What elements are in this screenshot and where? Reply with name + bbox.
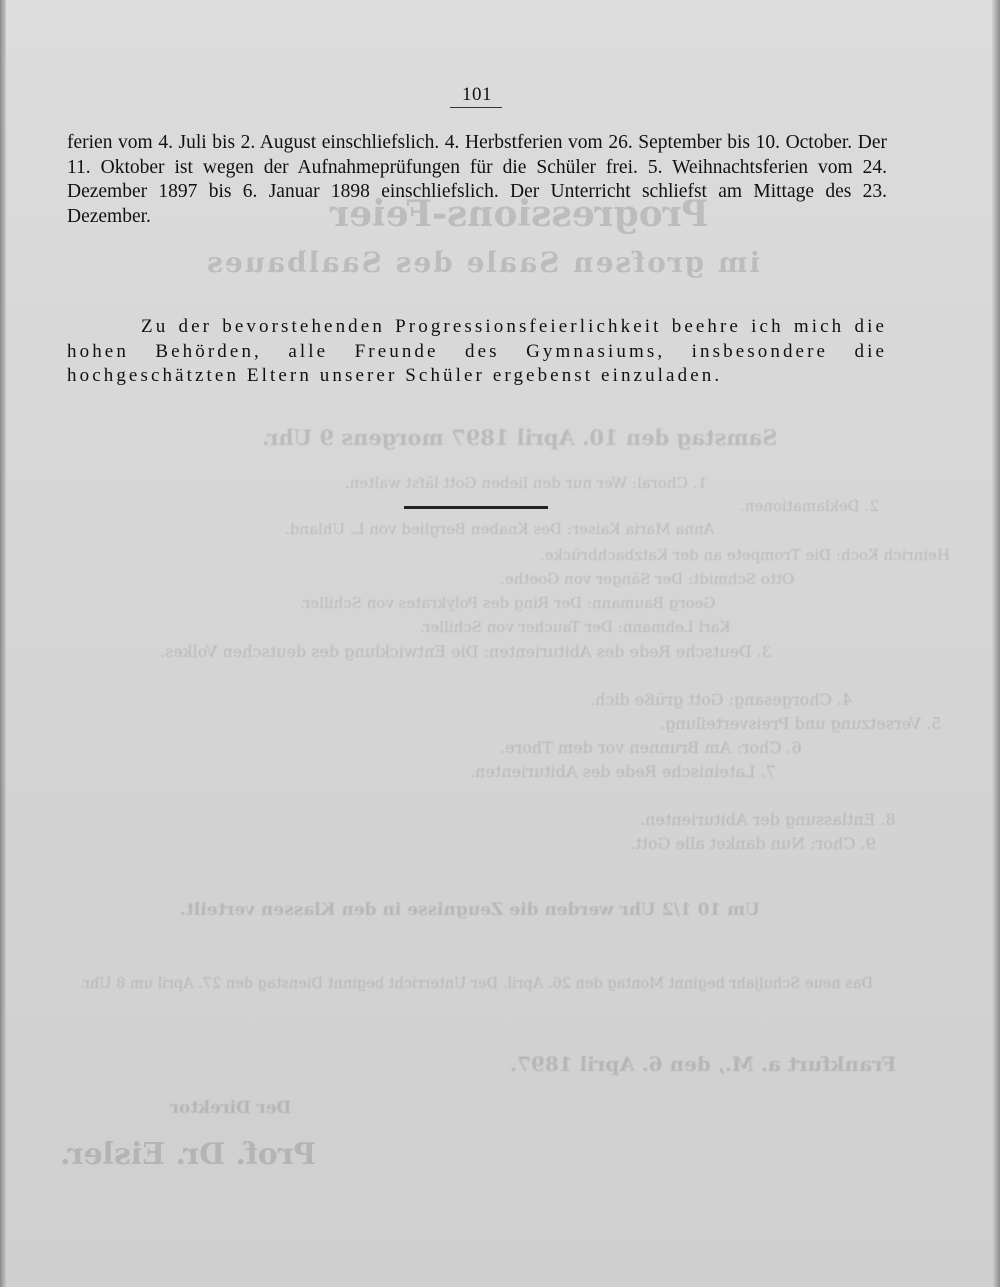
ghost-program-item: 4. Chorgesang: Gott grüße dich. xyxy=(590,690,853,709)
ghost-program-item: 9. Chor: Nun danket alle Gott. xyxy=(630,834,876,853)
ghost-program-item: 8. Entlassung der Abiturienten. xyxy=(640,810,896,829)
ghost-program-item: Karl Lehmann: Der Taucher von Schiller. xyxy=(420,618,731,636)
section-divider xyxy=(404,506,548,509)
ghost-signature-title: Der Direktor xyxy=(170,1098,292,1118)
ghost-program-item: 3. Deutsche Rede des Abiturienten: Die Entwicklung des deutschen Volkes. xyxy=(160,642,773,661)
ghost-heading-2: im grofsen Saale des Saalbaues xyxy=(205,246,761,279)
paragraph-invitation: Zu der bevorstehenden Progressionsfeierlichkeit beehre ich mich die hohen Behörden, alle Freunde des Gymnasiums, insbesondere die hochgeschätzten Eltern unserer Schüler ergebenst einzuladen. xyxy=(67,316,887,386)
ghost-program-item: Heinrich Koch: Die Trompete an der Katzbachbrücke. xyxy=(540,546,951,564)
ghost-program-item: 6. Chor: Am Brunnen vor dem Thore. xyxy=(500,738,802,757)
ghost-program-item: Anna Maria Kaiser: Des Knaben Berglied von L. Uhland. xyxy=(285,520,715,538)
page-number-underline xyxy=(450,107,502,108)
page-edge-left xyxy=(0,0,6,1287)
ghost-note-2: Das neue Schuljahr beginnt Montag den 26. April. Der Unterricht beginnt Dienstag den 27. April um 8 Uhr. xyxy=(80,976,874,992)
ghost-program-item: 7. Lateinische Rede des Abiturienten. xyxy=(470,762,776,781)
ghost-note-1: Um 10 1/2 Uhr werden die Zeugnisse in den Klassen verteilt. xyxy=(180,900,760,920)
ghost-program-item: 2. Deklamationen. xyxy=(740,497,879,515)
ghost-program-item: Otto Schmidt: Der Sänger von Goethe. xyxy=(500,570,795,588)
paragraph-holidays: ferien vom 4. Juli bis 2. August einschliefslich. 4. Herbstferien vom 26. September bis 10. October. Der 11. Oktober ist wegen der Aufnahmeprüfungen für die Schüler frei. 5. Weihnachtsferien vom 24. Dezember 1897 bis 6. Januar 1898 einschliefslich. Der Unterricht schliefst am Mittage des 23. Dezember. xyxy=(67,132,887,227)
page-edge-right xyxy=(992,0,1000,1287)
ghost-date-line: Samstag den 10. April 1897 morgens 9 Uhr. xyxy=(262,425,778,450)
ghost-program-item: 5. Versetzung und Preisverteilung. xyxy=(660,714,942,733)
ghost-heading-1: Progressions-Feier xyxy=(330,193,709,235)
ghost-program-item: Georg Baumann: Der Ring des Polykrates von Schiller. xyxy=(300,594,716,612)
ghost-signature-name: Prof. Dr. Eisler. xyxy=(60,1137,317,1172)
page-number: 101 xyxy=(462,84,492,105)
ghost-place-date: Frankfurt a. M., den 6. April 1897. xyxy=(510,1052,897,1076)
ghost-program-item: 1. Choral: Wer nur den lieben Gott läfst walten. xyxy=(345,474,708,492)
